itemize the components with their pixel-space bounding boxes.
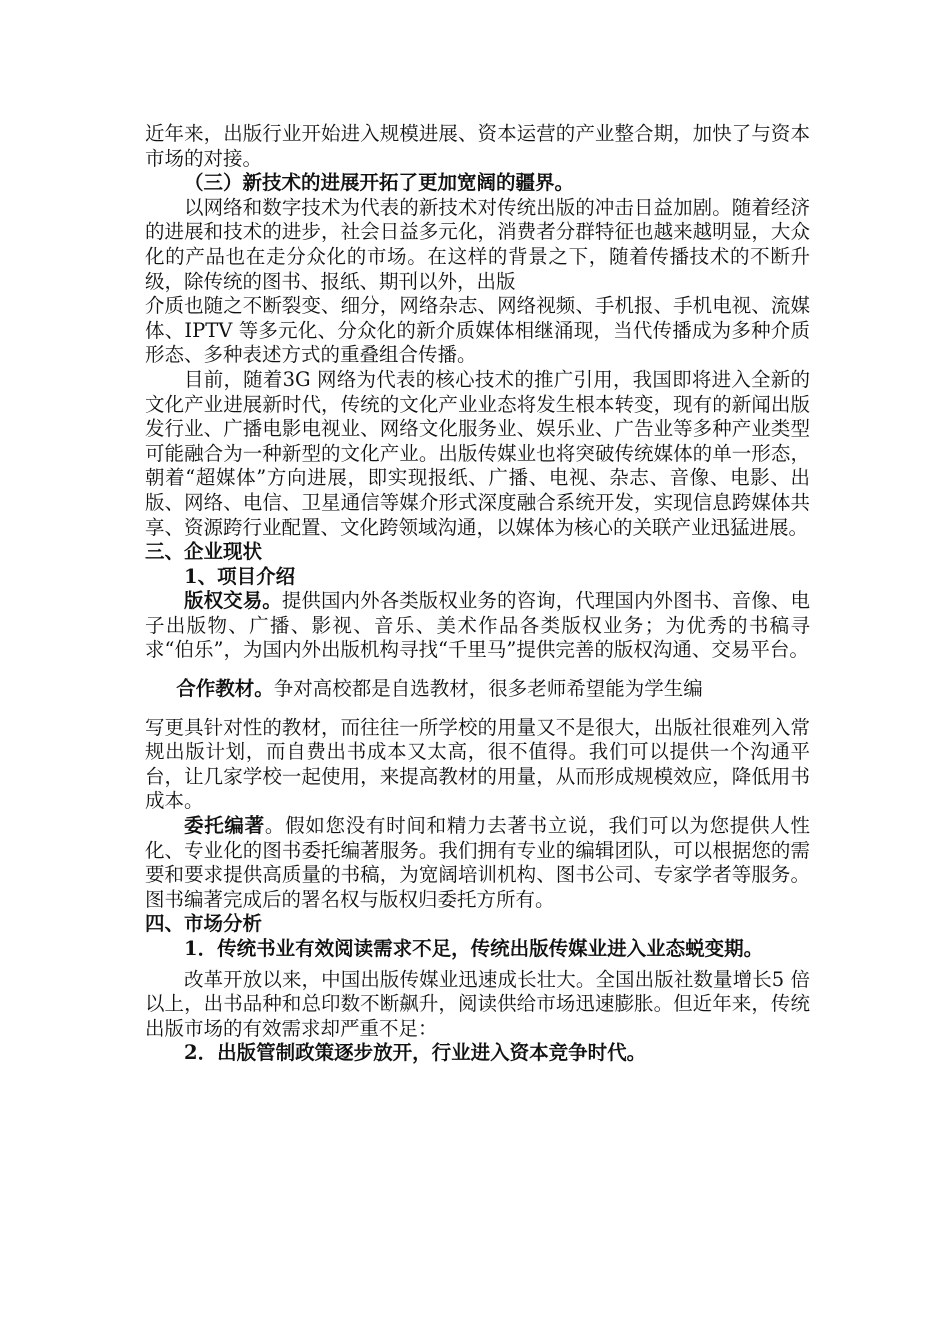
paragraph-reform-opening: 改革开放以来，中国出版传媒业迅速成长壮大。全国出版社数量增长5 倍以上，出书品种和总印数不断飙升，阅读供给市场迅速膨胀。但近年来，传统出版市场的有效需求却严重不足： <box>145 967 810 1040</box>
heading-policy-liberalization: 2．出版管制政策逐步放开，行业进入资本竞争时代。 <box>184 1041 647 1065</box>
entrusted-writing-title: 委托编著 <box>184 814 265 838</box>
paragraph-new-technology: 以网络和数字技术为代表的新技术对传统出版的冲击日益加剧。随着经济的进展和技术的进步，社会日益多元化，消费者分群特征也越来越明显，大众化的产品也在走分众化的市场。在这样的背景之下，随着传播技术的不断升级，除传统的图书、报纸、期刊以外，出版 <box>145 195 810 293</box>
heading-market-analysis: 四、市场分析 <box>145 912 263 936</box>
paragraph-copyright-trade <box>145 589 810 663</box>
spacer <box>145 702 810 716</box>
heading-new-technology: （三）新技术的进展开拓了更加宽阔的疆界。 <box>184 171 575 195</box>
paragraph-entrusted-writing <box>145 814 810 912</box>
coop-textbook-title: 合作教材。 <box>176 677 274 701</box>
document-body <box>145 122 810 1066</box>
spacer <box>145 663 810 677</box>
paragraph-coop-textbook <box>145 677 810 702</box>
paragraph-coop-textbook-cont: 写更具针对性的教材，而往往一所学校的用量又不是很大，出版社很难列入常规出版计划，而自费出书成本又太高，很不值得。我们可以提供一个沟通平台，让几家学校一起使用，来提高教材的用量，从而形成规模效应，降低用书成本。 <box>145 715 810 813</box>
copyright-trade-title: 版权交易。 <box>184 589 282 613</box>
copyright-trade-body: 提供国内外各类版权业务的咨询，代理国内外图书、音像、电子出版物、广播、影视、音乐、美术作品各类版权业务；为优秀的书稿寻求“伯乐”，为国内外出版机构寻找“千里马”提供完善的版权沟通、交易平台。 <box>145 589 810 662</box>
heading-reading-demand: 1．传统书业有效阅读需求不足，传统出版传媒业进入业态蜕变期。 <box>184 937 764 960</box>
paragraph-new-media: 介质也随之不断裂变、细分，网络杂志、网络视频、手机报、手机电视、流媒体、IPTV 等多元化、分众化的新介质媒体相继涌现，当代传播成为多种介质形态、多种表述方式的重叠组合传播。 <box>145 294 810 367</box>
coop-textbook-body: 争对高校都是自选教材，很多老师希望能为学生编 <box>273 677 703 701</box>
paragraph-industry-integration: 近年来，出版行业开始进入规模进展、资本运营的产业整合期，加快了与资本市场的对接。 <box>145 122 810 170</box>
heading-company-status: 三、企业现状 <box>145 540 263 564</box>
entrusted-writing-body: 。假如您没有时间和精力去著书立说，我们可以为您提供人性化、专业化的图书委托编著服务。我们拥有专业的编辑团队，可以根据您的需要和要求提供高质量的书稿，为宽阔培训机构、图书公司、专家学者等服务。图书编著完成后的署名权与版权归委托方所有。 <box>145 814 810 911</box>
heading-project-intro: 1、项目介绍 <box>184 564 296 588</box>
paragraph-3g-network: 目前，随着3G 网络为代表的核心技术的推广引用，我国即将进入全新的文化产业进展新时代，传统的文化产业业态将发生根本转变，现有的新闻出版发行业、广播电影电视业、网络文化服务业、娱乐业、广告业等多种产业类型可能融合为一种新型的文化产业。出版传媒业也将突破传统媒体的单一形态，朝着“超媒体”方向进展，即实现报纸、广播、电视、杂志、音像、电影、出版、网络、电信、卫星通信等媒介形式深度融合系统开发，实现信息跨媒体共享、资源跨行业配置、文化跨领域沟通，以媒体为核心的关联产业迅猛进展。 <box>145 367 810 539</box>
